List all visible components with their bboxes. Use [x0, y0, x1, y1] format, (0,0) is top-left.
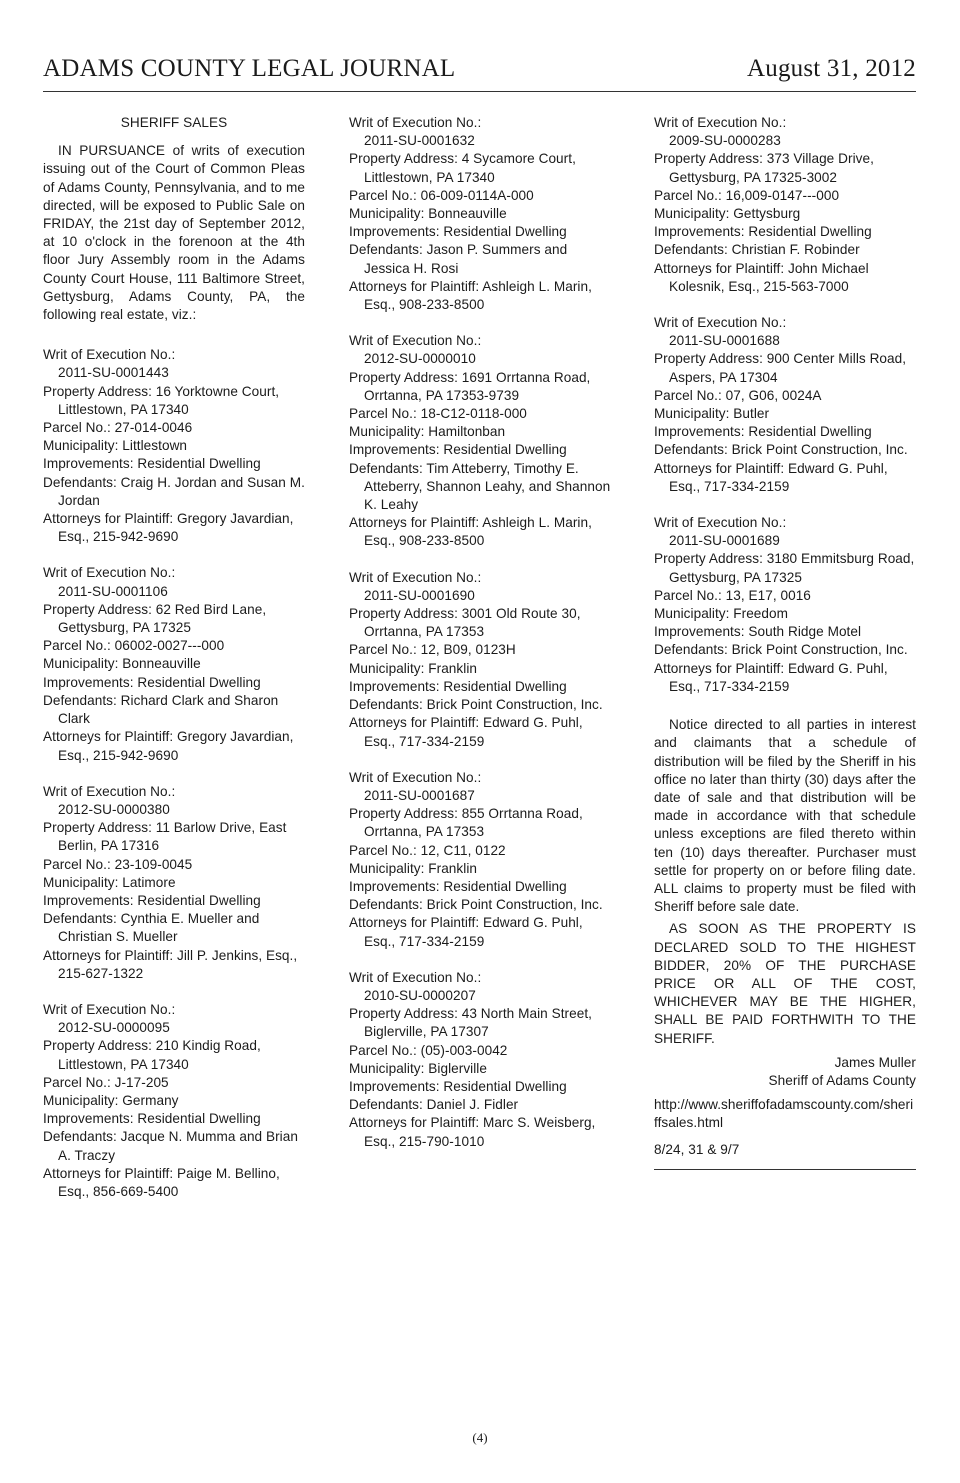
defendants: Defendants: Brick Point Construction, Inc. — [654, 442, 908, 458]
writ-number: 2012-SU-0000010 — [364, 351, 476, 367]
attorneys-for-plaintiff: Attorneys for Plaintiff: Gregory Javardian, Esq., 215-942-9690 — [43, 511, 294, 545]
property-address: Property Address: 11 Barlow Drive, East Berlin, PA 17316 — [43, 820, 287, 854]
sale-entry — [349, 332, 611, 550]
attorneys-for-plaintiff: Attorneys for Plaintiff: Marc S. Weisberg, Esq., 215-790-1010 — [349, 1115, 596, 1149]
column-3 — [654, 114, 916, 1170]
improvements: Improvements: Residential Dwelling — [654, 224, 872, 240]
writ-number: 2009-SU-0000283 — [669, 133, 781, 149]
improvements: Improvements: Residential Dwelling — [349, 442, 567, 458]
parcel-number: Parcel No.: 23-109-0045 — [43, 856, 193, 872]
sale-entry — [43, 783, 305, 983]
writ-label: Writ of Execution No.: — [349, 969, 482, 985]
attorneys-for-plaintiff: Attorneys for Plaintiff: Edward G. Puhl, Esq., 717-334-2159 — [349, 715, 583, 749]
municipality: Municipality: Gettysburg — [654, 206, 801, 222]
writ-number: 2011-SU-0001689 — [669, 533, 780, 549]
improvements: Improvements: Residential Dwelling — [349, 678, 567, 694]
municipality: Municipality: Butler — [654, 406, 770, 422]
improvements: Improvements: Residential Dwelling — [349, 878, 567, 894]
improvements: Improvements: Residential Dwelling — [43, 892, 261, 908]
parcel-number: Parcel No.: 06002-0027---000 — [43, 638, 225, 654]
defendants: Defendants: Richard Clark and Sharon Clark — [43, 692, 279, 727]
writ-label: Writ of Execution No.: — [349, 115, 482, 130]
sale-entry — [43, 564, 305, 764]
municipality: Municipality: Franklin — [349, 660, 478, 676]
distribution-notice: Notice directed to all parties in interest and claimants that a schedule of distribution will be filed by the Sheriff in his office no later than thirty (30) days after the date of sale and that distribution will be made in accordance with that schedule unless exceptions are filed thereto within ten (10) days thereafter. Purchaser must settle for property on or before filing date. ALL claims to property must be filed with Sheriff before sale date. — [654, 717, 916, 915]
sale-entry — [43, 346, 305, 546]
improvements: Improvements: Residential Dwelling — [43, 674, 261, 690]
masthead — [43, 55, 916, 92]
municipality: Municipality: Bonneauville — [349, 206, 507, 222]
parcel-number: Parcel No.: J-17-205 — [43, 1074, 169, 1090]
sale-entry — [349, 114, 611, 314]
defendants: Defendants: Jason P. Summers and Jessica H. Rosi — [349, 242, 568, 276]
property-address: Property Address: 900 Center Mills Road, Aspers, PA 17304 — [654, 351, 907, 385]
writ-label: Writ of Execution No.: — [349, 569, 482, 585]
attorneys-for-plaintiff: Attorneys for Plaintiff: John Michael Kolesnik, Esq., 215-563-7000 — [654, 260, 869, 294]
publication-dates: 8/24, 31 & 9/7 — [654, 1141, 916, 1170]
defendants: Defendants: Tim Atteberry, Timothy E. Atteberry, Shannon Leahy, and Shannon K. Leahy — [349, 460, 611, 513]
property-address: Property Address: 3001 Old Route 30, Orrtanna, PA 17353 — [349, 606, 581, 640]
property-address: Property Address: 62 Red Bird Lane, Gettysburg, PA 17325 — [43, 601, 267, 636]
writ-number: 2011-SU-0001632 — [364, 133, 475, 149]
writ-number: 2012-SU-0000380 — [58, 801, 170, 817]
defendants: Defendants: Craig H. Jordan and Susan M. Jordan — [43, 474, 305, 508]
municipality: Municipality: Franklin — [349, 860, 478, 876]
journal-title: ADAMS COUNTY LEGAL JOURNAL — [43, 55, 456, 82]
property-address: Property Address: 1691 Orrtanna Road, Orrtanna, PA 17353-9739 — [349, 369, 591, 403]
parcel-number: Parcel No.: 18-C12-0118-000 — [349, 406, 527, 422]
property-address: Property Address: 16 Yorktowne Court, Littlestown, PA 17340 — [43, 383, 280, 417]
sale-entry — [654, 514, 916, 696]
municipality: Municipality: Bonneauville — [43, 656, 201, 672]
defendants: Defendants: Brick Point Construction, Inc. — [349, 697, 603, 713]
improvements: Improvements: Residential Dwelling — [654, 424, 872, 440]
property-address: Property Address: 4 Sycamore Court, Littlestown, PA 17340 — [349, 151, 576, 185]
attorneys-for-plaintiff: Attorneys for Plaintiff: Edward G. Puhl, Esq., 717-334-2159 — [654, 660, 888, 694]
attorneys-for-plaintiff: Attorneys for Plaintiff: Edward G. Puhl, Esq., 717-334-2159 — [654, 460, 888, 494]
defendants: Defendants: Brick Point Construction, Inc. — [654, 642, 908, 658]
municipality: Municipality: Latimore — [43, 874, 176, 890]
municipality: Municipality: Freedom — [654, 606, 789, 622]
improvements: Improvements: Residential Dwelling — [349, 1078, 567, 1094]
writ-number: 2011-SU-0001687 — [364, 787, 475, 803]
municipality: Municipality: Hamiltonban — [349, 424, 506, 440]
signature-title: Sheriff of Adams County — [768, 1072, 916, 1088]
intro-paragraph: IN PURSUANCE of writs of execution issuing out of the Court of Common Pleas of Adams County, Pennsylvania, and to me directed, will be exposed to Public Sale on FRIDAY, the 21st day of September 2012, at 10 o'clock in the forenoon at the 4th floor Jury Assembly room in the Adams County Court House, 111 Baltimore Street, Gettysburg, Adams County, PA, the following real estate, viz.: — [43, 143, 305, 323]
writ-number: 2012-SU-0000095 — [58, 1020, 170, 1036]
property-address: Property Address: 43 North Main Street, Biglerville, PA 17307 — [349, 1006, 592, 1040]
improvements: Improvements: Residential Dwelling — [43, 456, 261, 472]
sale-entry — [349, 769, 611, 951]
writ-label: Writ of Execution No.: — [43, 565, 176, 581]
parcel-number: Parcel No.: 12, B09, 0123H — [349, 642, 516, 658]
writ-label: Writ of Execution No.: — [349, 769, 482, 785]
writ-number: 2010-SU-0000207 — [364, 987, 476, 1003]
sale-entry — [349, 969, 611, 1151]
property-address: Property Address: 855 Orrtanna Road, Orrtanna, PA 17353 — [349, 806, 583, 840]
property-address: Property Address: 3180 Emmitsburg Road, Gettysburg, PA 17325 — [654, 551, 915, 585]
writ-label: Writ of Execution No.: — [654, 115, 787, 130]
defendants: Defendants: Brick Point Construction, Inc. — [349, 897, 603, 913]
attorneys-for-plaintiff: Attorneys for Plaintiff: Ashleigh L. Marin, Esq., 908-233-8500 — [349, 515, 592, 549]
attorneys-for-plaintiff: Attorneys for Plaintiff: Jill P. Jenkins, Esq., 215-627-1322 — [43, 947, 298, 981]
writ-number: 2011-SU-0001106 — [58, 583, 168, 599]
writ-number: 2011-SU-0001688 — [669, 333, 780, 349]
municipality: Municipality: Germany — [43, 1092, 179, 1108]
column-2 — [349, 114, 611, 1169]
municipality: Municipality: Littlestown — [43, 438, 188, 454]
writ-label: Writ of Execution No.: — [654, 315, 787, 331]
entries-col1 — [43, 346, 305, 1201]
defendants: Defendants: Daniel J. Fidler — [349, 1097, 519, 1113]
signature-name: James Muller — [834, 1054, 916, 1070]
attorneys-for-plaintiff: Attorneys for Plaintiff: Paige M. Bellino, Esq., 856-669-5400 — [43, 1165, 280, 1199]
parcel-number: Parcel No.: 12, C11, 0122 — [349, 842, 506, 858]
attorneys-for-plaintiff: Attorneys for Plaintiff: Gregory Javardian, Esq., 215-942-9690 — [43, 729, 294, 763]
writ-number: 2011-SU-0001690 — [364, 587, 475, 603]
sheriff-sales-link[interactable]: http://www.sheriffofadamscounty.com/sheriffsales.html — [654, 1097, 914, 1131]
property-address: Property Address: 210 Kindig Road, Littlestown, PA 17340 — [43, 1038, 261, 1072]
writ-label: Writ of Execution No.: — [43, 783, 176, 799]
writ-number: 2011-SU-0001443 — [58, 365, 169, 381]
improvements: Improvements: South Ridge Motel — [654, 624, 862, 640]
parcel-number: Parcel No.: (05)-003-0042 — [349, 1042, 508, 1058]
parcel-number: Parcel No.: 06-009-0114A-000 — [349, 187, 534, 203]
municipality: Municipality: Biglerville — [349, 1060, 487, 1076]
parcel-number: Parcel No.: 13, E17, 0016 — [654, 587, 811, 603]
defendants: Defendants: Christian F. Robinder — [654, 242, 860, 258]
improvements: Improvements: Residential Dwelling — [349, 224, 567, 240]
issue-date: August 31, 2012 — [747, 55, 916, 82]
sale-entry — [43, 1001, 305, 1201]
payment-notice: AS SOON AS THE PROPERTY IS DECLARED SOLD TO THE HIGHEST BIDDER, 20% OF THE PURCHASE PRICE OR ALL OF THE COST, WHICHEVER MAY BE THE HIGHER, SHALL BE PAID FORTHWITH TO THE SHERIFF. — [654, 921, 916, 1046]
page-number: (4) — [472, 1430, 488, 1445]
improvements: Improvements: Residential Dwelling — [43, 1111, 261, 1127]
entries-col2 — [349, 114, 611, 1151]
attorneys-for-plaintiff: Attorneys for Plaintiff: Edward G. Puhl, Esq., 717-334-2159 — [349, 915, 583, 949]
property-address: Property Address: 373 Village Drive, Gettysburg, PA 17325-3002 — [654, 151, 874, 185]
writ-label: Writ of Execution No.: — [654, 515, 787, 531]
defendants: Defendants: Cynthia E. Mueller and Christian S. Mueller — [43, 911, 260, 945]
writ-label: Writ of Execution No.: — [349, 333, 482, 349]
parcel-number: Parcel No.: 16,009-0147---000 — [654, 187, 840, 203]
sale-entry — [654, 314, 916, 496]
parcel-number: Parcel No.: 07, G06, 0024A — [654, 387, 822, 403]
column-1 — [43, 114, 305, 1219]
sale-entry — [349, 569, 611, 751]
parcel-number: Parcel No.: 27-014-0046 — [43, 420, 193, 436]
writ-label: Writ of Execution No.: — [43, 1001, 176, 1017]
section-title: SHERIFF SALES — [120, 115, 228, 130]
attorneys-for-plaintiff: Attorneys for Plaintiff: Ashleigh L. Marin, Esq., 908-233-8500 — [349, 278, 592, 313]
entries-col3 — [654, 114, 916, 696]
writ-label: Writ of Execution No.: — [43, 347, 176, 363]
sale-entry — [654, 114, 916, 296]
defendants: Defendants: Jacque N. Mumma and Brian A. Traczy — [43, 1129, 298, 1163]
